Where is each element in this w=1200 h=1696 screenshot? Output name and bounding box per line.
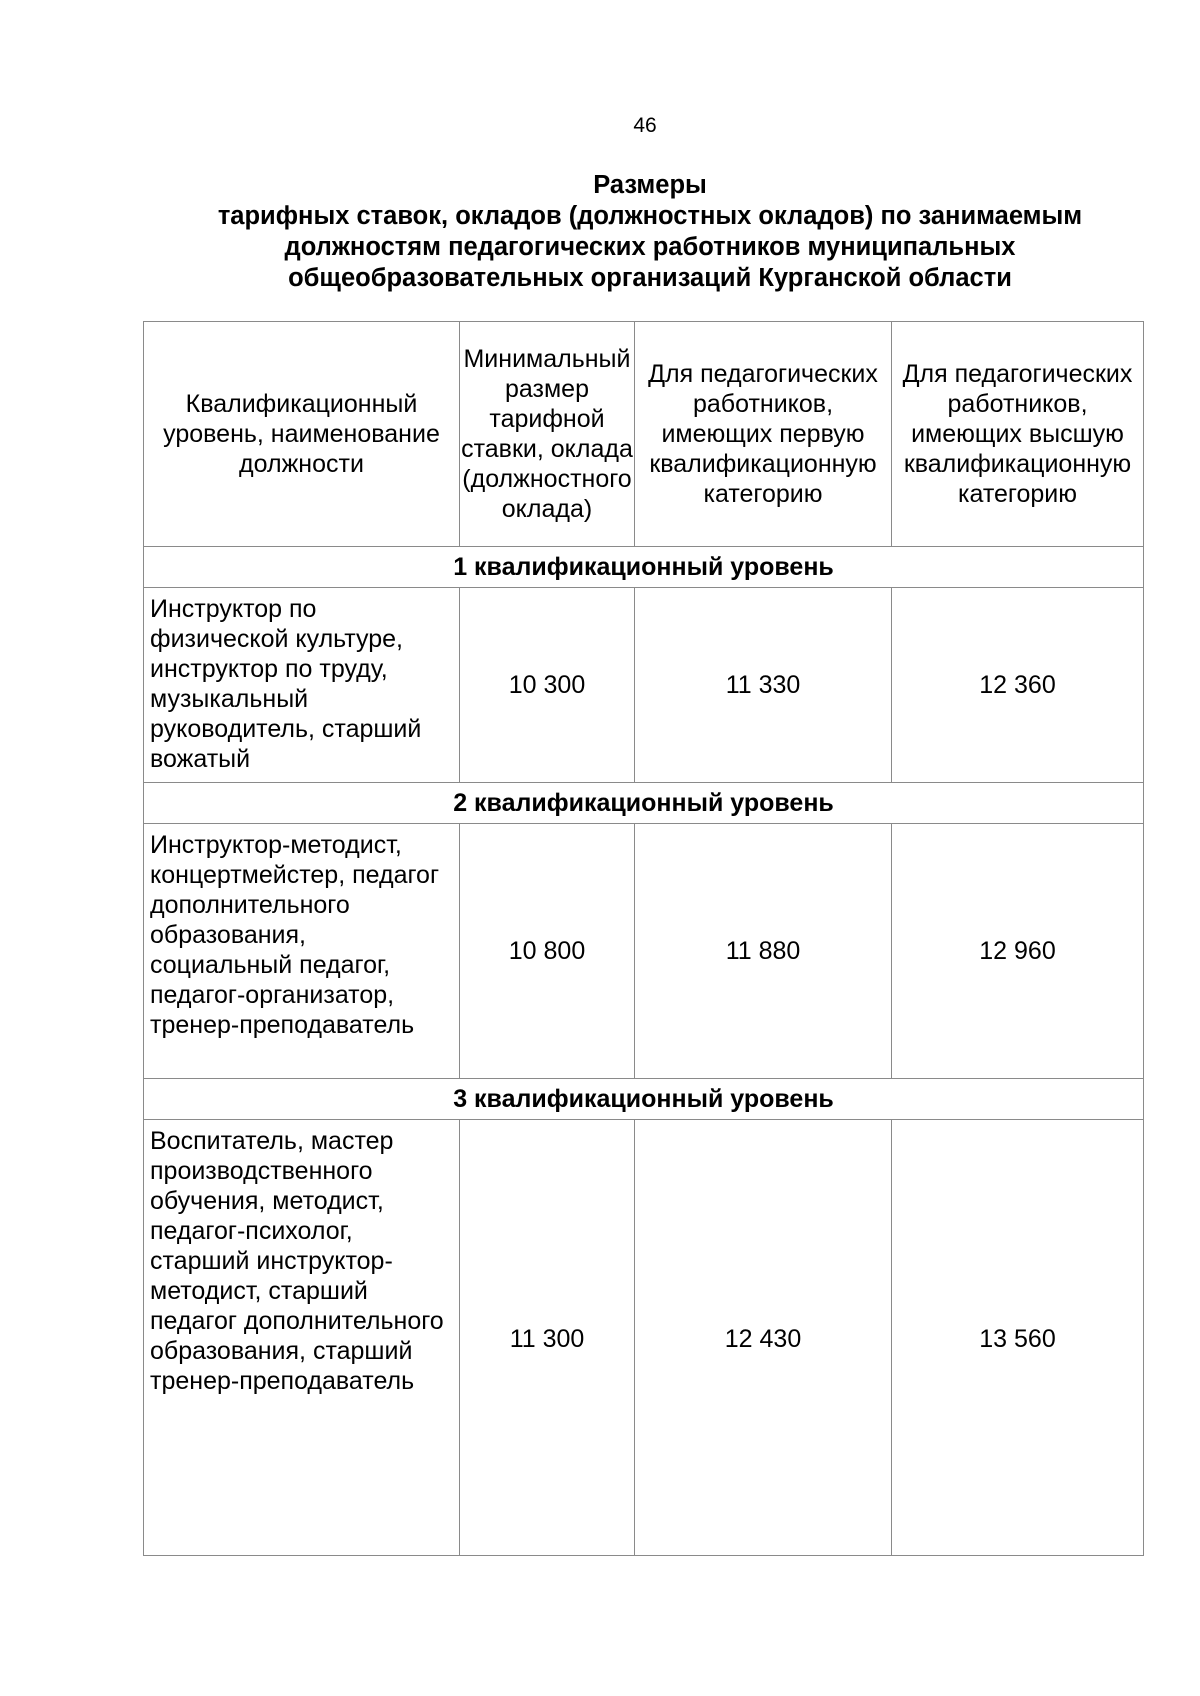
table-row: [144, 824, 1144, 1079]
header-first-category: Для педагогических работников, имеющих первую квалификационную категорию: [635, 322, 892, 547]
header-minimum: Минимальный размер тарифной ставки, оклада (должностного оклада): [460, 322, 635, 547]
position-cell: Инструктор-методист, концертмейстер, педагог дополнительного образования, социальный педагог, педагог-организатор, тренер-преподаватель: [144, 824, 460, 1079]
table-header-row: [144, 322, 1144, 547]
title-line: Размеры: [593, 171, 707, 199]
table-row: [144, 1120, 1144, 1556]
highest-category-cell: 13 560: [892, 1120, 1144, 1556]
position-cell: Инструктор по физической культуре, инструктор по труду, музыкальный руководитель, старший вожатый: [144, 588, 460, 783]
level-heading-row: [144, 547, 1144, 588]
rates-table: [143, 321, 1144, 1556]
table-row: [144, 588, 1144, 783]
level-heading: 1 квалификационный уровень: [144, 547, 1144, 588]
level-heading: 3 квалификационный уровень: [144, 1079, 1144, 1120]
header-highest-category: Для педагогических работников, имеющих высшую квалификационную категорию: [892, 322, 1144, 547]
title-line: общеобразовательных организаций Курганской области: [288, 264, 1012, 292]
first-category-cell: 11 880: [635, 824, 892, 1079]
title-line: тарифных ставок, окладов (должностных окладов) по занимаемым: [217, 202, 1083, 230]
level-heading: 2 квалификационный уровень: [144, 783, 1144, 824]
minimum-cell: 11 300: [460, 1120, 635, 1556]
header-position: Квалификационный уровень, наименование должности: [144, 322, 460, 547]
first-category-cell: 11 330: [635, 588, 892, 783]
highest-category-cell: 12 360: [892, 588, 1144, 783]
level-heading-row: [144, 1079, 1144, 1120]
highest-category-cell: 12 960: [892, 824, 1144, 1079]
page-number: 46: [633, 114, 657, 137]
minimum-cell: 10 300: [460, 588, 635, 783]
first-category-cell: 12 430: [635, 1120, 892, 1556]
level-heading-row: [144, 783, 1144, 824]
title-line: должностям педагогических работников муниципальных: [284, 233, 1016, 261]
position-cell: Воспитатель, мастер производственного обучения, методист, педагог-психолог, старший инструктор-методист, старший педагог дополнительного образования, старший тренер-преподаватель: [144, 1120, 460, 1556]
minimum-cell: 10 800: [460, 824, 635, 1079]
document-title: [140, 170, 1160, 294]
